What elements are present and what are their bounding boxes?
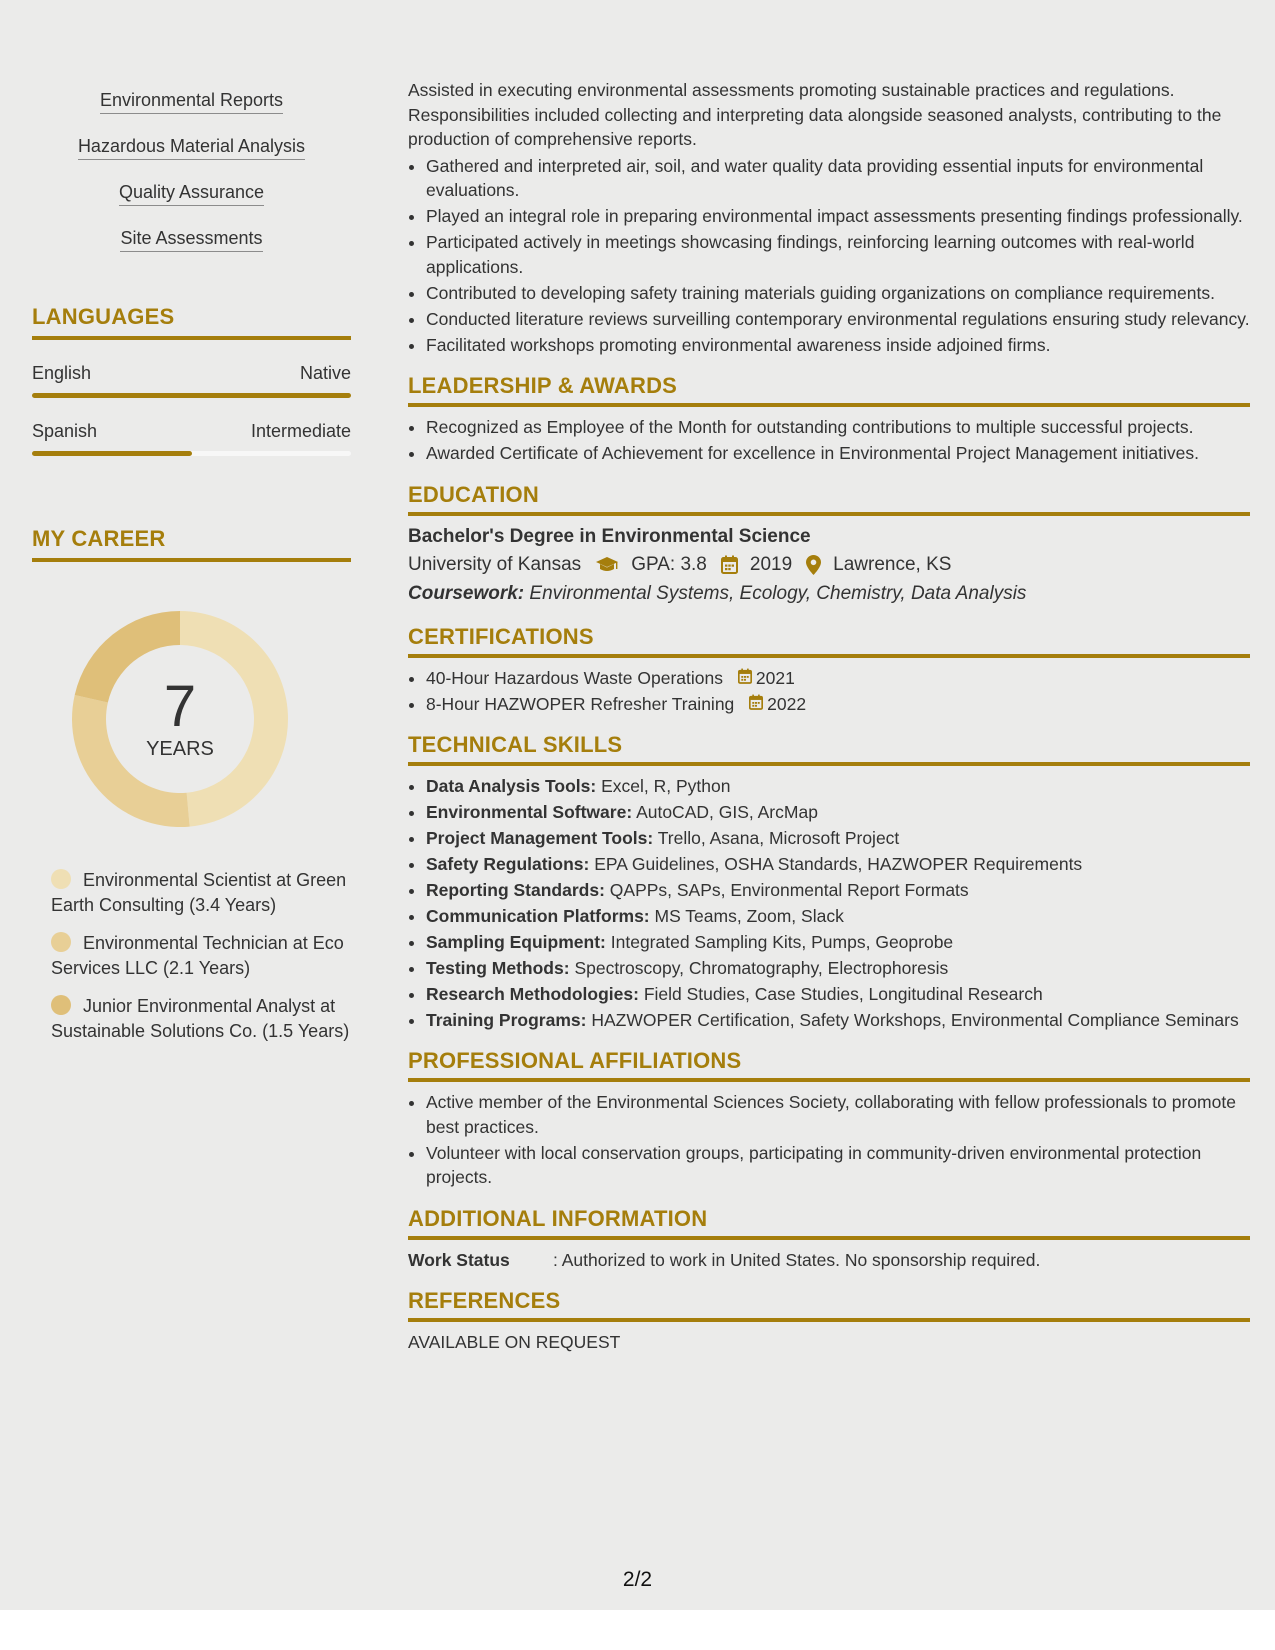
skill-label: Testing Methods: (426, 958, 570, 978)
references-heading: REFERENCES (408, 1288, 1250, 1322)
career-legend-item (51, 868, 351, 917)
skill-label: Project Management Tools: (426, 828, 654, 848)
technical-skills-list (408, 774, 1250, 1032)
affiliations-list (408, 1090, 1250, 1190)
skill-label: Safety Regulations: (426, 854, 590, 874)
technical-skills-heading: TECHNICAL SKILLS (408, 732, 1250, 766)
education-heading: EDUCATION (408, 482, 1250, 516)
experience-bullet: • Played an integral role in preparing environmental impact assessments presenting findings professionally. (426, 204, 1250, 229)
certification-item (426, 666, 1250, 691)
career-legend-text: Environmental Scientist at Green Earth Consulting (3.4 Years) (51, 870, 347, 915)
coursework (408, 580, 1250, 608)
leadership-item: • Recognized as Employee of the Month for outstanding contributions to multiple successful projects. (426, 415, 1250, 440)
certification-item (426, 692, 1250, 717)
skill-tag: Quality Assurance (119, 182, 264, 206)
career-legend-text: Environmental Technician at Eco Services LLC (2.1 Years) (51, 933, 344, 978)
career-donut-chart (65, 604, 295, 834)
skill-value: Excel, R, Python (601, 776, 731, 796)
career-legend-text: Junior Environmental Analyst at Sustainable Solutions Co. (1.5 Years) (51, 996, 350, 1041)
skill-item (426, 852, 1250, 876)
career-heading: MY CAREER (32, 526, 351, 562)
language-name: Spanish (32, 421, 98, 441)
career-legend-item (51, 931, 351, 980)
skill-label: Data Analysis Tools: (426, 776, 597, 796)
skill-item (426, 930, 1250, 954)
calendar-icon (738, 666, 752, 691)
certifications-heading: CERTIFICATIONS (408, 624, 1250, 658)
main-content (408, 78, 1250, 1354)
map-pin-icon (806, 555, 821, 575)
gpa: GPA: 3.8 (631, 553, 707, 575)
career-legend-item (51, 994, 351, 1043)
affiliation-item: • Volunteer with local conservation groups, participating in community-driven environmental protection projects. (426, 1141, 1250, 1190)
skill-value: HAZWOPER Certification, Safety Workshops, Environmental Compliance Seminars (591, 1010, 1239, 1030)
language-level: Native (299, 363, 351, 383)
leadership-item: • Awarded Certificate of Achievement for excellence in Environmental Project Management initiatives. (426, 441, 1250, 466)
experience-bullet: • Participated actively in meetings showcasing findings, reinforcing learning outcomes with real-world applications. (426, 230, 1250, 279)
language-proficiency-fill (32, 393, 351, 398)
skill-value: EPA Guidelines, OSHA Standards, HAZWOPER Requirements (594, 854, 1083, 874)
school-location: Lawrence, KS (833, 553, 952, 575)
skill-tags (32, 90, 351, 252)
certification-year: 2021 (755, 667, 795, 688)
certifications-list (408, 666, 1250, 717)
education-meta (408, 550, 1250, 580)
work-status-row (408, 1248, 1250, 1272)
skill-value: Trello, Asana, Microsoft Project (657, 828, 900, 848)
experience-summary: Assisted in executing environmental assessments promoting sustainable practices and regulations. Responsibilities included collecting and interpreting data alongside seasoned analysts, contributing to the production of comprehensive reports. (408, 80, 1222, 149)
calendar-icon (721, 555, 738, 574)
leadership-heading: LEADERSHIP & AWARDS (408, 373, 1250, 407)
language-proficiency-fill (32, 451, 192, 456)
skill-label: Reporting Standards: (426, 880, 605, 900)
certification-year: 2022 (767, 693, 807, 714)
skill-tag: Site Assessments (120, 228, 262, 252)
legend-dot (51, 932, 71, 952)
skill-value: AutoCAD, GIS, ArcMap (636, 802, 818, 822)
coursework-label: Coursework: (408, 582, 525, 604)
skill-value: MS Teams, Zoom, Slack (654, 906, 844, 926)
skill-item (426, 800, 1250, 824)
coursework-list: Environmental Systems, Ecology, Chemistry, Data Analysis (529, 582, 1027, 604)
experience-bullet: • Gathered and interpreted air, soil, and water quality data providing essential inputs for environmental evaluations. (426, 154, 1250, 203)
work-status-label: Work Status (408, 1249, 510, 1270)
skill-label: Sampling Equipment: (426, 932, 606, 952)
skill-label: Environmental Software: (426, 802, 633, 822)
skill-label: Training Programs: (426, 1010, 587, 1030)
skill-label: Research Methodologies: (426, 984, 639, 1004)
language-level: Intermediate (250, 421, 351, 441)
degree-title: Bachelor's Degree in Environmental Science (408, 525, 811, 547)
affiliations-heading: PROFESSIONAL AFFILIATIONS (408, 1048, 1250, 1082)
skill-item (426, 774, 1250, 798)
graduation-year: 2019 (749, 553, 793, 575)
experience-bullets (408, 154, 1250, 358)
skill-value: QAPPs, SAPs, Environmental Report Formats (609, 880, 969, 900)
skill-value: Field Studies, Case Studies, Longitudinal Research (643, 984, 1043, 1004)
language-proficiency-bar (32, 393, 351, 398)
certification-name: 40-Hour Hazardous Waste Operations (426, 667, 723, 688)
skill-item (426, 878, 1250, 902)
skill-tag: Hazardous Material Analysis (78, 136, 305, 160)
experience-bullet: • Facilitated workshops promoting environmental awareness inside adjoined firms. (426, 333, 1250, 358)
skill-item (426, 826, 1250, 850)
experience-bullet: • Contributed to developing safety training materials guiding organizations on compliance requirements. (426, 281, 1250, 306)
school-name: University of Kansas (408, 553, 582, 575)
calendar-icon (749, 692, 763, 717)
certification-name: 8-Hour HAZWOPER Refresher Training (426, 693, 735, 714)
leadership-list (408, 415, 1250, 466)
work-status-value: : Authorized to work in United States. No sponsorship required. (553, 1249, 1041, 1270)
language-proficiency-bar (32, 451, 351, 456)
page-number: 2/2 (622, 1568, 653, 1591)
language-english (32, 362, 351, 398)
sidebar (32, 80, 351, 1057)
experience-bullet: • Conducted literature reviews surveilling contemporary environmental regulations ensuring study relevancy. (426, 307, 1250, 332)
skill-item (426, 982, 1250, 1006)
legend-dot (51, 995, 71, 1015)
skill-item (426, 904, 1250, 928)
skill-item (426, 1008, 1250, 1032)
career-legend (51, 868, 351, 1043)
skill-value: Spectroscopy, Chromatography, Electrophoresis (574, 958, 949, 978)
language-spanish (32, 420, 351, 456)
career-total-years: 7 (163, 674, 197, 739)
affiliation-item: • Active member of the Environmental Sciences Society, collaborating with fellow professionals to promote best practices. (426, 1090, 1250, 1139)
skill-label: Communication Platforms: (426, 906, 650, 926)
languages-heading: LANGUAGES (32, 304, 351, 340)
legend-dot (51, 869, 71, 889)
graduation-cap-icon (595, 556, 619, 574)
skill-item (426, 956, 1250, 980)
language-name: English (32, 363, 92, 383)
career-years-label: YEARS (146, 738, 214, 760)
additional-info-heading: ADDITIONAL INFORMATION (408, 1206, 1250, 1240)
skill-tag: Environmental Reports (100, 90, 283, 114)
references-text: AVAILABLE ON REQUEST (408, 1331, 621, 1352)
skill-value: Integrated Sampling Kits, Pumps, Geoprobe (610, 932, 954, 952)
